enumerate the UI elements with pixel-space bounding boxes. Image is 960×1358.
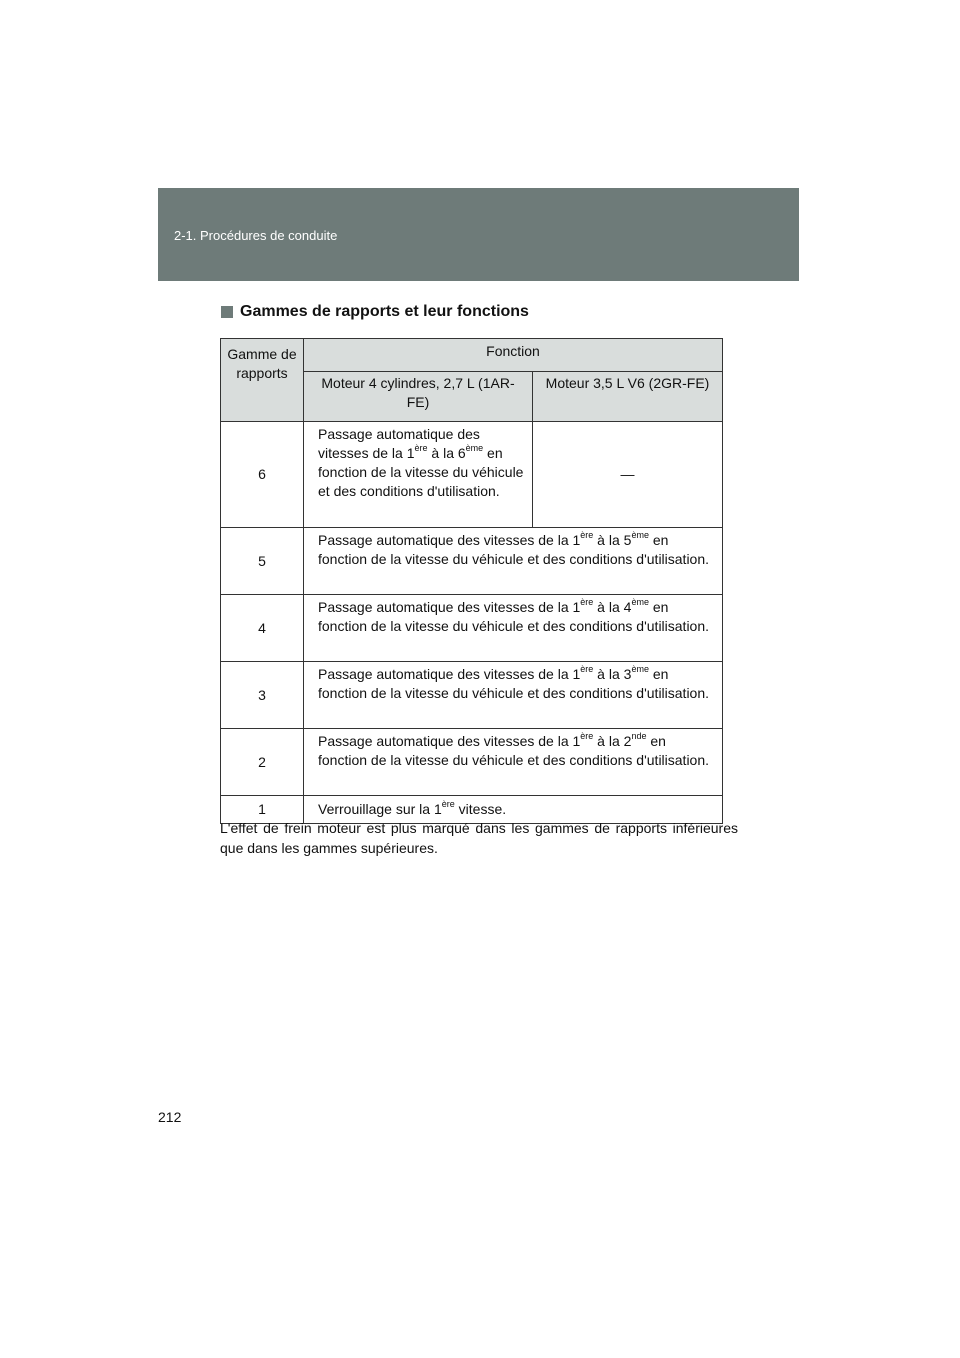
function-cell	[304, 528, 723, 595]
function-text: Passage automatique des vitesses de la 1	[318, 666, 581, 682]
function-cell	[304, 662, 723, 729]
table-row	[221, 729, 723, 796]
function-text: à la 4	[593, 599, 632, 615]
section-heading	[221, 303, 529, 321]
superscript: ème	[631, 664, 649, 675]
range-cell: 4	[221, 595, 304, 662]
section-heading-text: Gammes de rapports et leur fonctions	[240, 303, 529, 320]
superscript: ère	[414, 443, 428, 454]
function-cell	[304, 595, 723, 662]
function-text: en fonction de la vitesse du véhicule et des conditions d'utilisation.	[318, 445, 524, 499]
range-cell: 3	[221, 662, 304, 729]
superscript: ère	[580, 664, 594, 675]
table-row	[221, 662, 723, 729]
column-header-range: Gamme de rapports	[221, 339, 304, 422]
engine-brake-note: L'effet de frein moteur est plus marqué dans les gammes de rapports inférieures que dans les gammes supérieures.	[220, 820, 738, 856]
column-header-engine-a: Moteur 4 cylindres, 2,7 L (1AR-FE)	[304, 372, 533, 422]
column-header-engine-b: Moteur 3,5 L V6 (2GR-FE)	[533, 372, 723, 422]
superscript: ère	[580, 597, 594, 608]
function-text: en fonction de la vitesse du véhicule et des conditions d'utilisation.	[318, 733, 710, 768]
superscript: ème	[631, 597, 649, 608]
range-cell: 5	[221, 528, 304, 595]
function-text: en fonction de la vitesse du véhicule et des conditions d'utilisation.	[318, 599, 710, 634]
table-row	[221, 528, 723, 595]
column-header-function: Fonction	[304, 339, 723, 372]
function-text: vitesse.	[454, 800, 507, 817]
square-bullet-icon	[221, 306, 233, 318]
function-text: en fonction de la vitesse du véhicule et des conditions d'utilisation.	[318, 666, 710, 701]
range-cell: 2	[221, 729, 304, 796]
superscript: ère	[580, 731, 594, 742]
superscript: nde	[631, 731, 647, 742]
superscript: ème	[465, 443, 484, 454]
superscript: ère	[441, 798, 455, 809]
range-cell: 6	[221, 422, 304, 528]
function-cell-engine-b: —	[533, 422, 723, 528]
table-header-row	[221, 339, 723, 372]
function-text: Passage automatique des vitesses de la 1	[318, 733, 581, 749]
function-text: Passage automatique des vitesses de la 1	[318, 599, 581, 615]
function-text: à la 2	[593, 733, 632, 749]
function-text: à la 5	[593, 532, 632, 548]
function-text: Verrouillage sur la 1	[318, 800, 442, 817]
function-text: Passage automatique des vitesses de la 1	[318, 426, 480, 461]
superscript: ère	[580, 530, 594, 541]
function-cell	[304, 729, 723, 796]
function-cell-engine-a	[304, 422, 533, 528]
table-row	[221, 595, 723, 662]
table-row	[221, 422, 723, 528]
function-text: en fonction de la vitesse du véhicule et des conditions d'utilisation.	[318, 532, 710, 567]
function-text: à la 6	[427, 445, 466, 461]
superscript: ème	[631, 530, 649, 541]
function-text: Passage automatique des vitesses de la 1	[318, 532, 581, 548]
range-cell: 1	[221, 796, 304, 824]
gear-range-table	[220, 338, 723, 824]
page-number: 212	[158, 1109, 182, 1125]
function-text: à la 3	[593, 666, 632, 682]
chapter-header-band	[158, 188, 799, 281]
chapter-section-title: 2-1. Procédures de conduite	[174, 228, 338, 243]
